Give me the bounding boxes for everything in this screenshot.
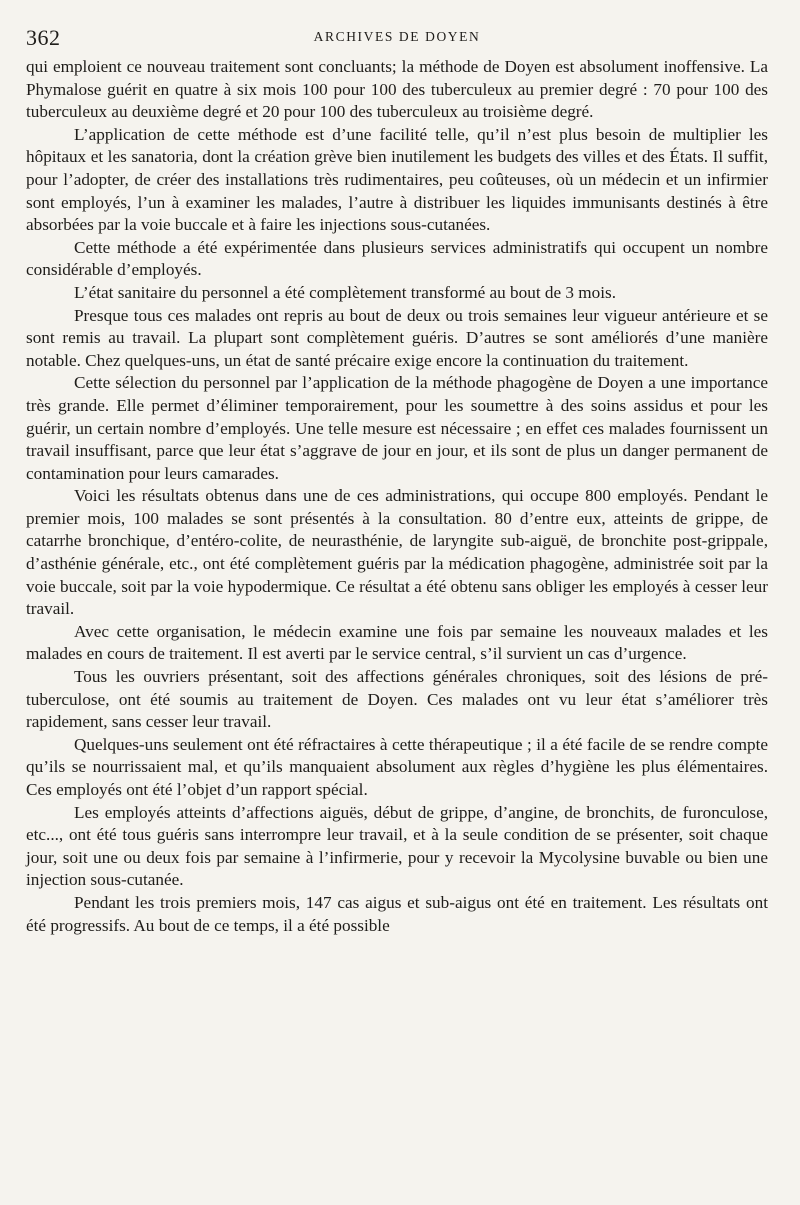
running-head: ARCHIVES DE DOYEN [313, 29, 481, 44]
paragraph: Quelques-uns seulement ont été réfractaires à cette thérapeutique ; il a été facile de se rendre compte qu’ils se nourrissaient mal, et qu’ils manquaient absolument aux règles d’hygiène les plus élémentaires. Ces employés ont été l’objet d’un rapport spécial. [26, 734, 768, 799]
paragraph: L’application de cette méthode est d’une facilité telle, qu’il n’est plus besoin de multiplier les hôpitaux et les sanatoria, dont la création grève bien inutilement les budgets des villes et des États. Il suffit, pour l’adopter, de créer des installations très rudimentaires, peu coûteuses, où un médecin et un infirmier sont employés, l’un à examiner les malades, l’autre à distribuer les liquides immunisants destinés à être absorbées par la voie buccale et à faire les injections sous-cutanées. [26, 124, 768, 235]
page-number: 362 [26, 25, 61, 50]
paragraph: L’état sanitaire du personnel a été complètement transformé au bout de 3 mois. [74, 282, 617, 302]
paragraph: Cette sélection du personnel par l’application de la méthode phagogène de Doyen a une importance très grande. Elle permet d’éliminer temporairement, pour les soumettre à des soins assidus et pour les guérir, un certain nombre d’employés. Une telle mesure est nécessaire ; en effet ces malades fournissent un travail insuffisant, parce que leur état s’aggrave de jour en jour, et ils sont de plus un danger permanent de contamination pour leurs camarades. [26, 373, 768, 483]
body-text [26, 56, 768, 937]
paragraph: Pendant les trois premiers mois, 147 cas aigus et sub-aigus ont été en traitement. Les résultats ont été progressifs. Au bout de ce temps, il a été possible [26, 892, 768, 935]
paragraph: Avec cette organisation, le médecin examine une fois par semaine les nouveaux malades et les malades en cours de traitement. Il est averti par le service central, s’il survient un cas d’urgence. [26, 621, 768, 664]
paragraph: Voici les résultats obtenus dans une de ces administrations, qui occupe 800 employés. Pendant le premier mois, 100 malades se sont présentés à la consultation. 80 d’entre eux, atteints de grippe, de catarrhe bronchique, d’entéro-colite, de neurasthénie, de laryngite sub-aiguë, de bronchite post-grippale, d’asthénie générale, etc., ont été complètement guéris par la médication phagogène, administrée soit par la voie buccale, soit par la voie hypodermique. Ce résultat a été obtenu sans obliger les employés à cesser leur travail. [26, 486, 768, 619]
paragraph: Les employés atteints d’affections aiguës, début de grippe, d’angine, de bronchits, de furonculose, etc..., ont été tous guéris sans interrompre leur travail, et à la seule condition de se présenter, soit chaque jour, soit une ou deux fois par semaine à l’infirmerie, pour y recevoir la Mycolysine buvable ou bien une injection sous-cutanée. [26, 802, 768, 890]
page-header [26, 22, 768, 56]
paragraph: qui emploient ce nouveau traitement sont concluants; la méthode de Doyen est absolument inoffensive. La Phymalose guérit en quatre à six mois 100 pour 100 des tuberculeux au premier degré : 70 pour 100 des tuberculeux au deuxième degré et 20 pour 100 des tuberculeux au troisième degré. [26, 57, 768, 122]
paragraph: Presque tous ces malades ont repris au bout de deux ou trois semaines leur vigueur antérieure et se sont remis au travail. La plupart sont complètement guéris. D’autres se sont améliorés d’une manière notable. Chez quelques-uns, un état de santé précaire exige encore la continuation du traitement. [26, 305, 768, 370]
paragraph: Tous les ouvriers présentant, soit des affections générales chroniques, soit des lésions de pré-tuberculose, ont été soumis au traitement de Doyen. Ces malades ont vu leur état s’améliorer très rapidement, sans cesser leur travail. [26, 667, 768, 732]
paragraph: Cette méthode a été expérimentée dans plusieurs services administratifs qui occupent un nombre considérable d’employés. [26, 237, 768, 280]
